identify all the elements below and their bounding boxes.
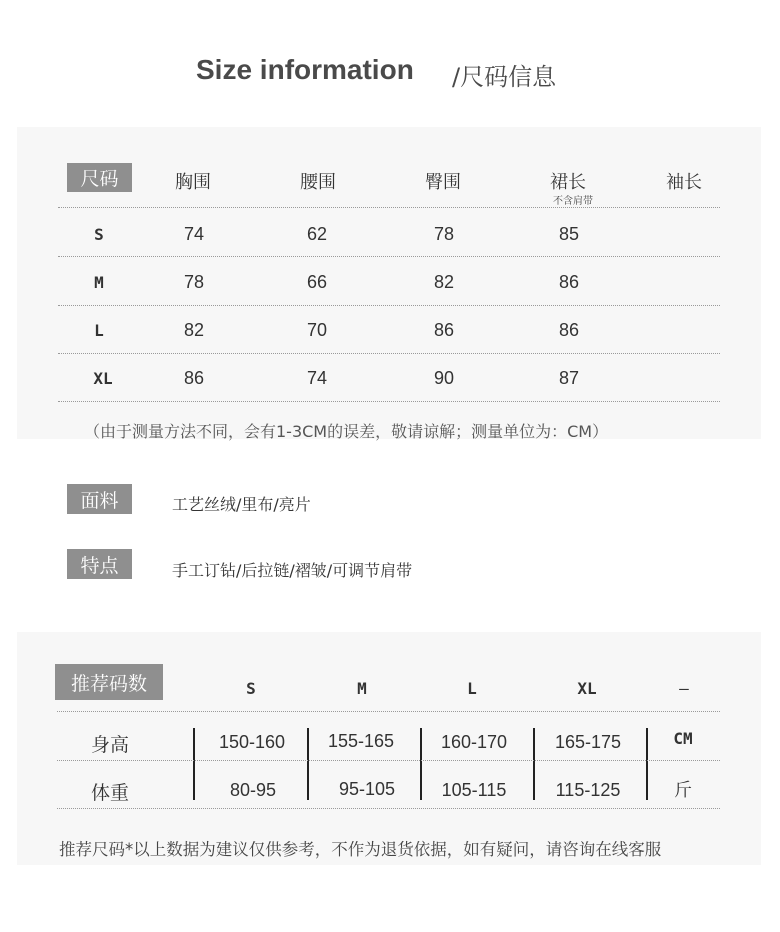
- table-cell: 74: [306, 368, 328, 388]
- table-cell: 86: [183, 368, 205, 388]
- column-separator: [307, 728, 309, 800]
- header-hip: 臀围: [425, 172, 461, 193]
- table-cell: 78: [183, 272, 205, 292]
- table-cell: 82: [183, 320, 205, 340]
- fabric-badge: 面料: [67, 484, 132, 514]
- column-separator: [193, 728, 195, 800]
- table-cell: 155-165: [327, 731, 395, 751]
- header-waist: 腰围: [300, 172, 336, 193]
- header-chest: 胸围: [175, 172, 211, 193]
- table-cell: 78: [433, 224, 455, 244]
- rec-size-label: M: [357, 679, 367, 698]
- header-skirt-length: 裙长: [550, 172, 586, 193]
- table-cell: 165-175: [554, 732, 622, 752]
- table-cell: 86: [558, 272, 580, 292]
- table-cell: 87: [558, 368, 580, 388]
- table-cell: 62: [306, 224, 328, 244]
- table-cell: 85: [558, 224, 580, 244]
- rec-size-label: L: [467, 679, 477, 698]
- table-cell: 105-115: [441, 780, 507, 800]
- rec-size-label: —: [679, 679, 689, 698]
- table-cell: 160-170: [440, 732, 508, 752]
- divider: [57, 760, 720, 761]
- table-cell: 82: [433, 272, 455, 292]
- height-label: 身高: [90, 734, 130, 756]
- column-separator: [533, 728, 535, 800]
- weight-unit: 斤: [674, 780, 692, 801]
- features-badge: 特点: [67, 549, 132, 579]
- divider: [57, 711, 720, 712]
- column-separator: [420, 728, 422, 800]
- fabric-value: 工艺丝绒/里布/亮片: [172, 495, 311, 514]
- divider: [58, 207, 720, 208]
- divider: [58, 353, 720, 354]
- table-cell: 90: [433, 368, 455, 388]
- rec-size-label: XL: [577, 679, 597, 698]
- table-cell: 95-105: [338, 779, 396, 799]
- table-cell: 86: [558, 320, 580, 340]
- divider: [57, 808, 720, 809]
- header-sleeve-length: 袖长: [666, 172, 702, 193]
- size-label: XL: [93, 369, 113, 388]
- table-cell: 86: [433, 320, 455, 340]
- height-unit: CM: [673, 729, 693, 748]
- size-label: M: [94, 273, 104, 292]
- table-cell: 150-160: [218, 732, 286, 752]
- divider: [58, 256, 720, 257]
- page-title: Size information: [196, 54, 414, 85]
- recommend-badge: 推荐码数: [55, 664, 163, 700]
- rec-size-label: S: [246, 679, 256, 698]
- recommend-note: 推荐尺码*以上数据为建议仅供参考，不作为退货依据，如有疑问，请咨询在线客服: [59, 840, 662, 859]
- divider: [58, 305, 720, 306]
- divider: [58, 401, 720, 402]
- size-label: S: [94, 225, 104, 244]
- table-cell: 70: [306, 320, 328, 340]
- table-cell: 115-125: [555, 780, 621, 800]
- table-cell: 74: [183, 224, 205, 244]
- size-label: L: [94, 321, 104, 340]
- features-value: 手工订钻/后拉链/褶皱/可调节肩带: [172, 561, 413, 580]
- page-title-cn: /尺码信息: [452, 63, 557, 91]
- column-separator: [646, 728, 648, 800]
- skirt-length-note: 不含肩带: [553, 196, 593, 207]
- measurement-note: （由于测量方法不同，会有1-3CM的误差，敬请谅解；测量单位为：CM）: [84, 422, 609, 441]
- weight-label: 体重: [90, 782, 130, 804]
- table-cell: 80-95: [229, 780, 277, 800]
- size-badge: 尺码: [67, 163, 132, 192]
- table-cell: 66: [306, 272, 328, 292]
